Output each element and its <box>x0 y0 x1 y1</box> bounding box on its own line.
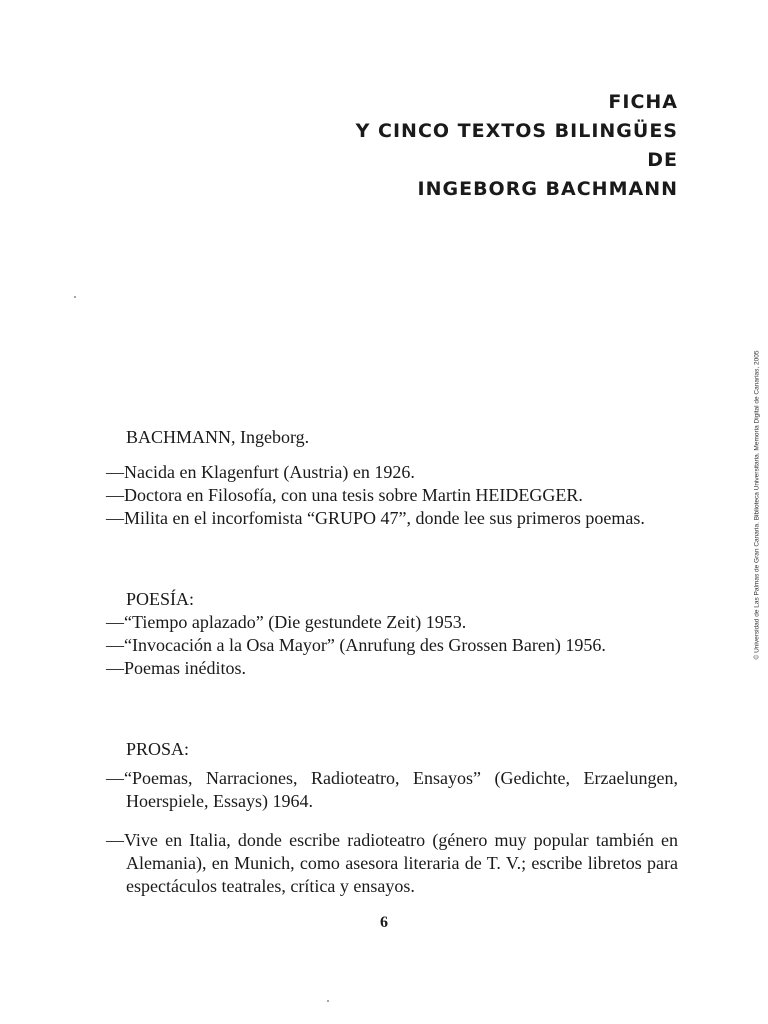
side-copyright-credit: © Universidad de Las Palmas de Gran Canaria. Biblioteca Universitaria. Memoria Digital de Canarias, 2005 <box>753 350 761 660</box>
title-line-author: INGEBORG BACHMANN <box>417 178 678 200</box>
bio-item-birth: —Nacida en Klagenfurt (Austria) en 1926. <box>106 462 415 482</box>
scan-speck <box>327 1000 329 1002</box>
bio-item-grupo47: —Milita en el incorfomista “GRUPO 47”, donde lee sus primeros poemas. <box>106 508 645 528</box>
poesia-list <box>106 611 678 680</box>
prosa-heading: PROSA: <box>126 739 190 759</box>
prosa-item-italia: —Vive en Italia, donde escribe radioteatro (género muy popular también en Alemania), en Munich, como asesora literaria de T. V.; escribe libretos para espectáculos teatrales, crítica y ensayos. <box>106 830 678 896</box>
poesia-heading: POESÍA: <box>126 589 195 609</box>
prosa-item-poemas: —“Poemas, Narraciones, Radioteatro, Ensayos” (Gedichte, Erzaelungen, Hoerspiele, Essays) 1964. <box>106 768 678 811</box>
page-number: 6 <box>380 914 388 931</box>
scan-speck <box>74 296 76 298</box>
document-title <box>356 88 678 204</box>
title-line-textos: Y CINCO TEXTOS BILINGÜES <box>355 120 678 142</box>
title-line-ficha: FICHA <box>608 91 678 113</box>
poesia-item-invocacion: —“Invocación a la Osa Mayor” (Anrufung des Grossen Baren) 1956. <box>106 635 606 655</box>
title-line-de: DE <box>647 149 678 171</box>
prosa-list <box>106 767 678 898</box>
bio-item-doctorate: —Doctora en Filosofía, con una tesis sobre Martin HEIDEGGER. <box>106 485 583 505</box>
poesia-item-tiempo: —“Tiempo aplazado” (Die gestundete Zeit) 1953. <box>106 612 467 632</box>
bio-heading: BACHMANN, Ingeborg. <box>126 427 310 447</box>
poesia-item-ineditos: —Poemas inéditos. <box>106 658 246 678</box>
bio-list <box>106 461 678 530</box>
